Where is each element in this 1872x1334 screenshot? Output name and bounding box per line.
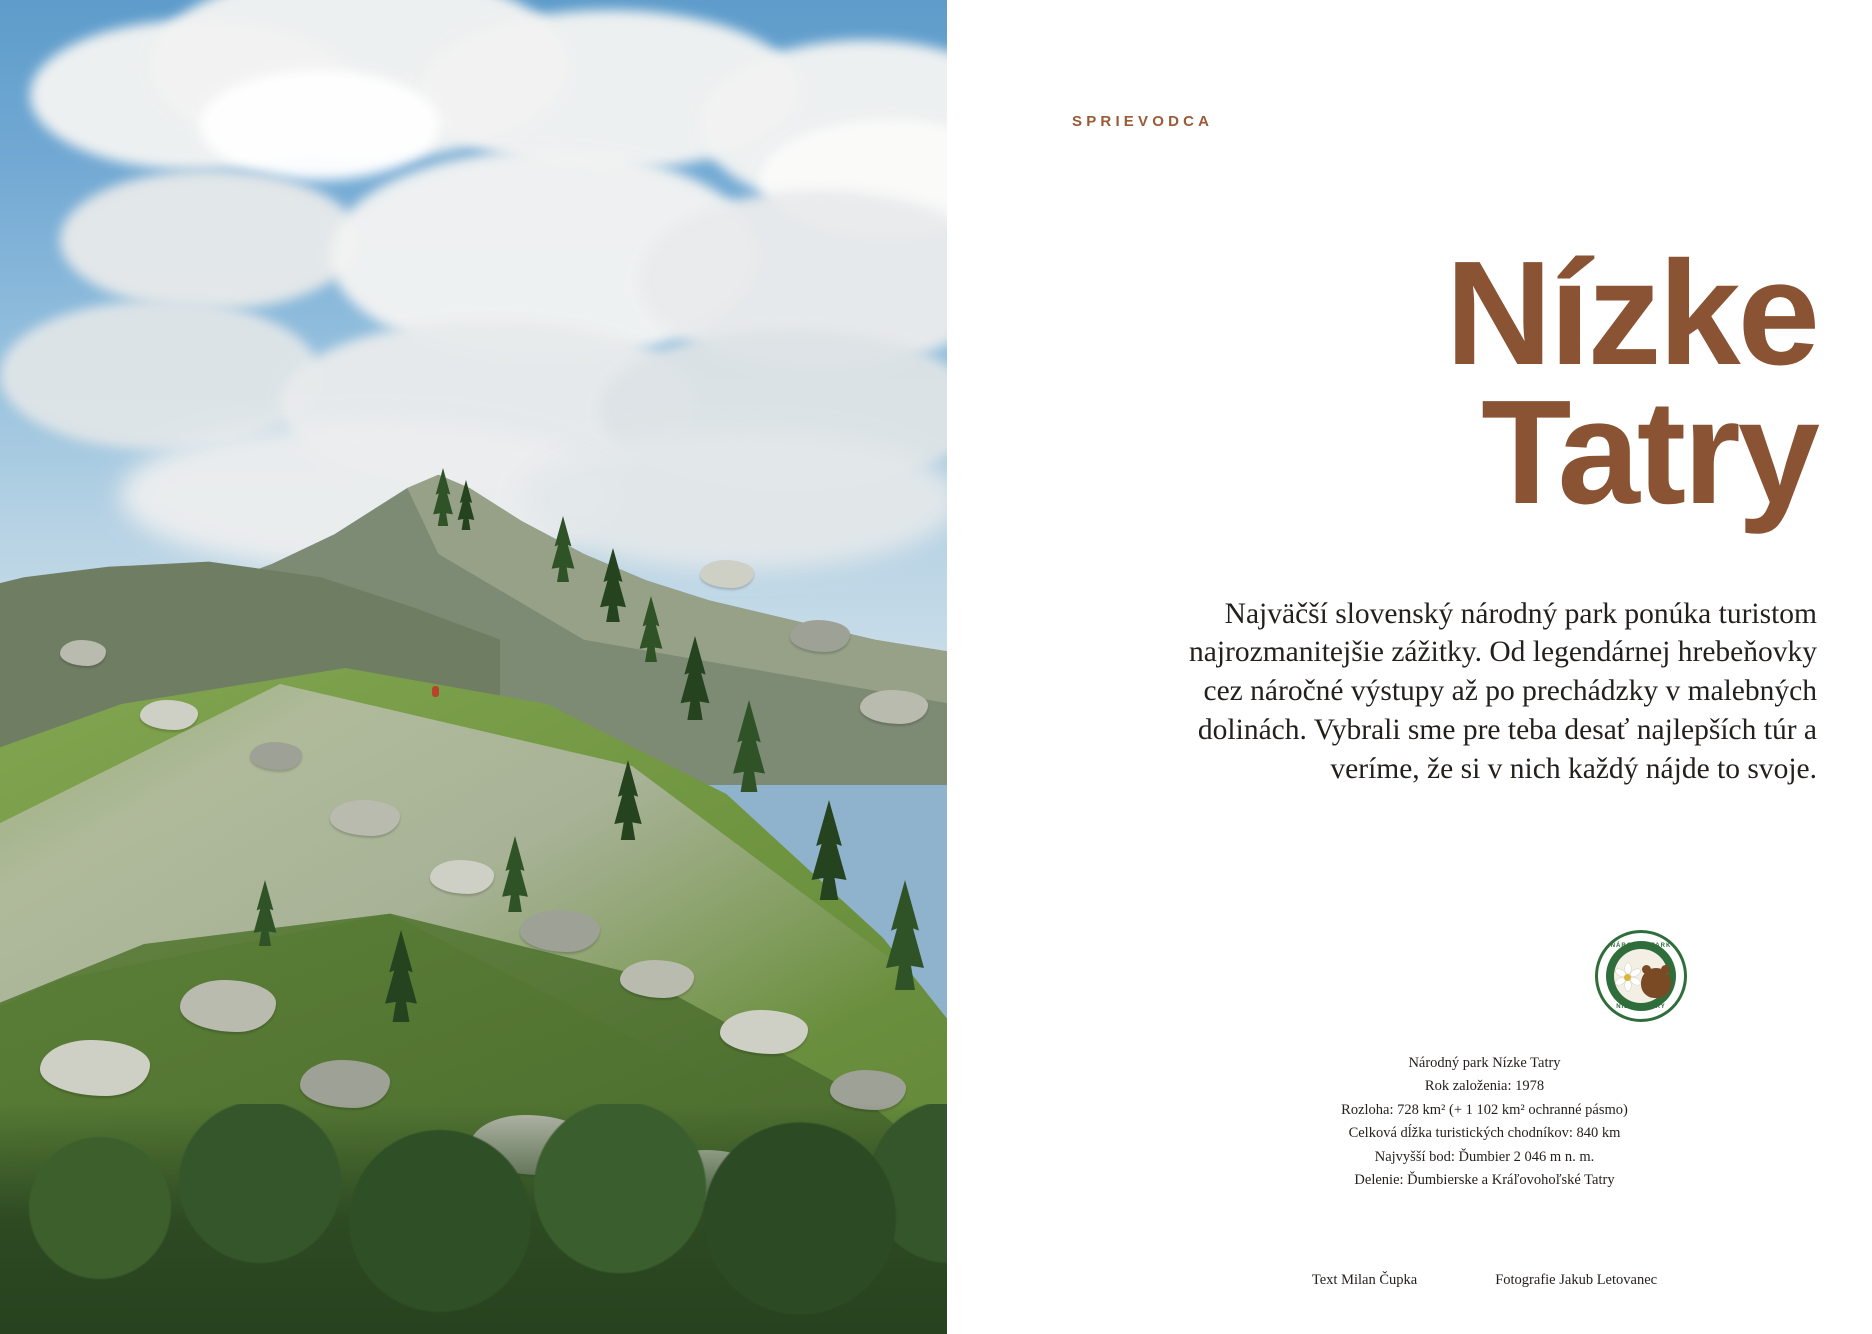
rock (860, 690, 928, 724)
credit-text: Text Milan Čupka (1311, 1272, 1418, 1288)
rock (700, 560, 754, 588)
logo-bottom-text: NÍZKE TATRY (1616, 1004, 1666, 1010)
dwarf-pine-shrubs (0, 1104, 947, 1334)
credits (947, 1272, 1872, 1289)
rock (140, 700, 198, 730)
rock (60, 640, 106, 666)
page-title (1087, 231, 1817, 536)
rock (430, 860, 494, 894)
credit-photo: Fotografie Jakub Letovanec (1495, 1272, 1658, 1288)
cloud (520, 430, 947, 570)
park-facts (947, 1052, 1872, 1193)
edelweiss-icon (1617, 966, 1639, 988)
rock (330, 800, 400, 836)
rock (790, 620, 850, 652)
hiker (432, 686, 439, 697)
cloud (200, 70, 440, 180)
headline-line-1: Nízke (1445, 231, 1817, 397)
headline-line-2: Tatry (1481, 370, 1817, 536)
rock (250, 742, 302, 770)
logo-top-text: NÁRODNÝ PARK (1610, 943, 1672, 949)
cloud (60, 170, 360, 310)
kicker-label: SPRIEVODCA (1072, 113, 1214, 130)
text-page (947, 0, 1872, 1334)
fact-line: Najvyšší bod: Ďumbier 2 046 m n. m. (1374, 1148, 1595, 1165)
fact-line: Delenie: Ďumbierske a Kráľovohoľské Tatry (1354, 1172, 1615, 1189)
fact-line: Národný park Nízke Tatry (1408, 1055, 1561, 1071)
fact-line: Rozloha: 728 km² (+ 1 102 km² ochranné pásmo) (1341, 1101, 1628, 1118)
national-park-logo (1595, 930, 1687, 1022)
fact-line: Rok založenia: 1978 (1424, 1078, 1545, 1095)
deck-paragraph: Najväčší slovenský národný park ponúka turistom najrozmanitejšie zážitky. Od legendárnej hrebeňovky cez náročné výstupy až po prechádzky v malebných dolinách. Vybrali sme pre teba desať najlepších túr a veríme, že si v nich každý nájde to svoje. (1189, 597, 1817, 786)
fact-line: Celková dĺžka turistických chodníkov: 840 km (1348, 1125, 1621, 1142)
bear-icon (1641, 968, 1671, 998)
